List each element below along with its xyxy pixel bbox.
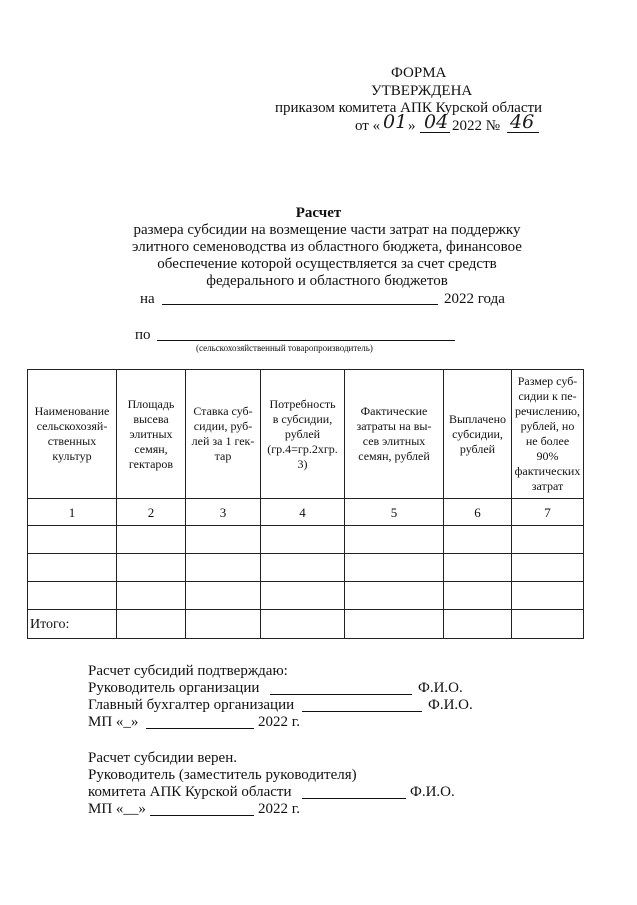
header-subsidy-rate: Ставка суб- сидии, руб- лей за 1 гек- тар [186, 370, 261, 499]
order-year-no: 2022 № [452, 118, 501, 134]
title-line-1: размера субсидии на возмещение части затрат на поддержку [133, 222, 521, 238]
chief-accountant-signature-line [302, 711, 422, 712]
table-row [28, 554, 584, 582]
header-crop-name: Наименование сельскохозяй- ственных культур [28, 370, 117, 499]
number-underline [507, 132, 539, 133]
table-cell [345, 554, 444, 582]
table-cell [345, 582, 444, 610]
table-cell [261, 526, 345, 554]
title-line-4: федерального и областного бюджетов [206, 273, 448, 289]
order-reference: приказом комитета АПК Курской области [275, 100, 543, 116]
table-cell [444, 610, 512, 639]
table-cell [345, 610, 444, 639]
table-cell [186, 554, 261, 582]
stamp-date-1: МП «_» [88, 714, 139, 730]
chief-accountant-fio: Ф.И.О. [428, 697, 473, 713]
table-cell [186, 610, 261, 639]
table-row [28, 582, 584, 610]
title-line-3: обеспечение которой осуществляется за счет средств [157, 256, 497, 272]
table-cell [261, 610, 345, 639]
column-number: 6 [444, 499, 512, 526]
order-day: 01 [383, 111, 408, 133]
producer-caption: (сельскохозяйственный товаропроизводитель) [196, 343, 373, 353]
header-sowing-area: Площадь высева элитных семян, гектаров [117, 370, 186, 499]
committee-fio: Ф.И.О. [410, 784, 455, 800]
column-number: 1 [28, 499, 117, 526]
table-cell [512, 526, 584, 554]
header-paid-subsidy: Выплачено субсидии, рублей [444, 370, 512, 499]
header-actual-costs: Фактические затраты на вы- сев элитных семян, рублей [345, 370, 444, 499]
subsidy-table [27, 369, 584, 639]
stamp-date-2-line [150, 815, 254, 816]
org-head-fio: Ф.И.О. [418, 680, 463, 696]
column-number: 4 [261, 499, 345, 526]
table-cell [261, 554, 345, 582]
chief-accountant-label: Главный бухгалтер организации [88, 697, 295, 713]
table-cell [512, 610, 584, 639]
total-row [28, 610, 584, 639]
order-number: 46 [510, 111, 535, 133]
committee-signature-line [302, 798, 406, 799]
table-cell [28, 554, 117, 582]
order-month: 04 [424, 111, 449, 133]
stamp-year-2: 2022 г. [258, 801, 300, 817]
document-heading: Расчет [295, 205, 342, 221]
header-subsidy-to-transfer: Размер суб- сидии к пе- речислению, рублей, но не более 90% фактических затрат [512, 370, 584, 499]
stamp-date-1-line [146, 728, 254, 729]
table-cell [28, 582, 117, 610]
table-cell [186, 526, 261, 554]
month-underline [420, 132, 450, 133]
column-number: 3 [186, 499, 261, 526]
table-cell [117, 582, 186, 610]
table-cell [512, 582, 584, 610]
column-number-row [28, 499, 584, 526]
table-cell [512, 554, 584, 582]
table-cell [261, 582, 345, 610]
order-date-mid: » [408, 118, 416, 134]
on-prefix: на [140, 291, 155, 307]
verified-heading: Расчет субсидии верен. [88, 750, 237, 766]
by-prefix: по [135, 327, 151, 343]
org-head-signature-line [270, 694, 412, 695]
column-number: 5 [345, 499, 444, 526]
header-subsidy-need: Потребность в субсидии, рублей (гр.4=гр.2хгр. 3) [261, 370, 345, 499]
total-label: Итого: [28, 610, 117, 639]
org-head-label: Руководитель организации [88, 680, 260, 696]
table-cell [345, 526, 444, 554]
table-header-row [28, 370, 584, 499]
table-cell [117, 610, 186, 639]
stamp-year-1: 2022 г. [258, 714, 300, 730]
committee-label: комитета АПК Курской области [88, 784, 292, 800]
stamp-date-2: МП «__» [88, 801, 146, 817]
table-cell [444, 526, 512, 554]
table-cell [117, 554, 186, 582]
approved-label: УТВЕРЖДЕНА [371, 83, 473, 99]
period-blank [162, 304, 438, 305]
column-number: 7 [512, 499, 584, 526]
confirm-heading: Расчет субсидий подтверждаю: [88, 663, 288, 679]
title-line-2: элитного семеноводства из областного бюджета, финансовое [132, 239, 522, 255]
table-cell [186, 582, 261, 610]
year-suffix: 2022 года [444, 291, 505, 307]
committee-head-label: Руководитель (заместитель руководителя) [88, 767, 357, 783]
table-cell [444, 554, 512, 582]
table-cell [444, 582, 512, 610]
producer-blank [157, 340, 455, 341]
table-cell [117, 526, 186, 554]
table-row [28, 526, 584, 554]
column-number: 2 [117, 499, 186, 526]
form-label: ФОРМА [391, 65, 447, 81]
table-cell [28, 526, 117, 554]
order-date-prefix: от « [355, 118, 381, 134]
